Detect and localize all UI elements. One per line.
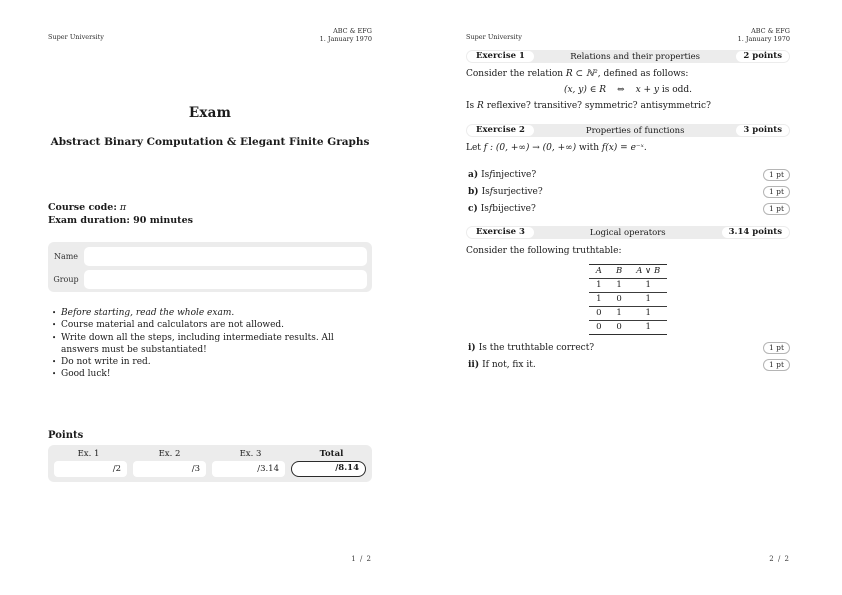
points-col-header: Ex. 1 bbox=[77, 449, 100, 459]
points-heading: Points bbox=[48, 430, 84, 441]
page1-number: 1 / 2 bbox=[351, 555, 372, 563]
exercise3-header-bar bbox=[466, 226, 790, 239]
truthtable-cell: 1 bbox=[609, 279, 629, 293]
page-title: Exam bbox=[188, 105, 232, 121]
truthtable-cell: 1 bbox=[629, 293, 667, 307]
truthtable-wrap bbox=[466, 264, 790, 335]
points-cell: /3.14 bbox=[212, 461, 285, 477]
table-row bbox=[589, 293, 667, 307]
truthtable-cell: 0 bbox=[596, 322, 602, 332]
exercise2-header-bar bbox=[466, 124, 790, 137]
instructions-list bbox=[52, 308, 372, 382]
group-field-row bbox=[48, 270, 367, 289]
instruction-text: Before starting, read the whole exam. bbox=[61, 308, 235, 318]
name-field-row bbox=[48, 247, 367, 266]
table-row bbox=[589, 307, 667, 321]
exercise1-question: Is R reflexive? transitive? symmetric? antisymmetric? bbox=[466, 101, 711, 111]
exam-meta bbox=[48, 201, 193, 227]
point-badge: 1 pt bbox=[763, 203, 790, 215]
name-field-label: Name bbox=[53, 252, 79, 261]
point-badge: 1 pt bbox=[763, 169, 790, 181]
page-subtitle: Abstract Binary Computation & Elegant Finite Graphs bbox=[50, 136, 370, 148]
truthtable-header: B bbox=[609, 265, 629, 279]
truthtable-cell: 0 bbox=[589, 307, 609, 321]
instruction-text: Write down all the steps, including intermediate results. All answers must be substantiated! bbox=[61, 332, 334, 355]
bullet-icon: • bbox=[52, 321, 57, 330]
truthtable-cell: 0 bbox=[609, 293, 629, 307]
course-code-line bbox=[48, 201, 193, 214]
exercise2-points-badge: 3 points bbox=[736, 125, 789, 136]
points-table bbox=[48, 445, 372, 482]
truthtable bbox=[589, 264, 667, 335]
exercise1-equation: (x, y) ∈ R ⇔ x + y is odd. bbox=[563, 85, 693, 95]
points-header-row bbox=[48, 448, 372, 460]
bullet-icon: • bbox=[52, 333, 57, 342]
list-item bbox=[52, 333, 372, 357]
course-code-label: Course code: bbox=[48, 202, 117, 213]
truthtable-cell: 1 bbox=[589, 293, 609, 307]
instruction-text: Course material and calculators are not allowed. bbox=[61, 320, 285, 331]
points-col-header: Ex. 2 bbox=[158, 449, 181, 459]
exercise2-title: Properties of functions bbox=[585, 125, 685, 136]
function-formula: f(x) = e⁻ˣ bbox=[601, 143, 644, 153]
points-col-header-total: Total bbox=[319, 449, 344, 459]
points-cell: /2 bbox=[54, 461, 127, 477]
truthtable-cell: 1 bbox=[589, 279, 609, 293]
page1-header-right bbox=[212, 27, 372, 43]
list-item bbox=[52, 369, 372, 381]
group-field-label: Group bbox=[53, 275, 79, 284]
bullet-icon: • bbox=[52, 309, 57, 317]
page1-header-institution: Super University bbox=[48, 33, 104, 41]
exercise3-label: Exercise 3 bbox=[467, 227, 534, 238]
instruction-text: Good luck! bbox=[61, 369, 111, 380]
table-row bbox=[589, 279, 667, 293]
truthtable-cell: 0 bbox=[616, 322, 622, 332]
exercise2-item-b: b) Is f surjective? 1 pt bbox=[468, 186, 790, 198]
name-input[interactable] bbox=[84, 247, 367, 266]
exercise2-item-a: a) Is f injective? 1 pt bbox=[468, 169, 790, 181]
exercise2-item-c: c) Is f bijective? 1 pt bbox=[468, 203, 790, 215]
student-fields-panel bbox=[48, 242, 372, 292]
truthtable-cell: 1 bbox=[609, 307, 629, 321]
exercise3-intro: Consider the following truthtable: bbox=[466, 246, 622, 256]
exercise1-intro: Consider the relation R ⊂ ℕ², defined as follows: bbox=[466, 69, 689, 79]
truthtable-header: A ∨ B bbox=[629, 265, 667, 279]
page1-header-date: 1. January 1970 bbox=[319, 35, 372, 43]
exercise1-title: Relations and their properties bbox=[570, 51, 701, 62]
truthtable-cell: 1 bbox=[629, 279, 667, 293]
exercise3-item-i: i) Is the truthtable correct? 1 pt bbox=[468, 342, 790, 354]
page2-number: 2 / 2 bbox=[769, 555, 790, 563]
exercise1-points-badge: 2 points bbox=[736, 51, 789, 62]
list-item bbox=[52, 320, 372, 332]
truthtable-header-row bbox=[589, 265, 667, 279]
points-cell: /3 bbox=[133, 461, 206, 477]
truthtable-header: A bbox=[589, 265, 609, 279]
page2-header-right bbox=[630, 27, 790, 43]
page2-header-date: 1. January 1970 bbox=[737, 35, 790, 43]
truthtable-cell: 1 bbox=[629, 307, 667, 321]
function-definition: f : (0, +∞) → (0, +∞) bbox=[483, 143, 577, 153]
iff-arrow: ⇔ bbox=[617, 85, 625, 95]
page2-header-course: ABC & EFG bbox=[751, 27, 790, 35]
exercise1-header-bar bbox=[466, 50, 790, 63]
point-badge: 1 pt bbox=[763, 359, 790, 371]
truthtable-cell: 1 bbox=[645, 322, 651, 332]
duration-line: Exam duration: 90 minutes bbox=[48, 215, 193, 226]
points-cell-total: /8.14 bbox=[291, 461, 366, 477]
point-badge: 1 pt bbox=[763, 186, 790, 198]
page1-header-course: ABC & EFG bbox=[333, 27, 372, 35]
point-badge: 1 pt bbox=[763, 342, 790, 354]
exercise3-title: Logical operators bbox=[589, 227, 666, 238]
exercise2-label: Exercise 2 bbox=[467, 125, 534, 136]
points-col-header: Ex. 3 bbox=[239, 449, 262, 459]
exercise3-points-badge: 3.14 points bbox=[722, 227, 789, 238]
group-input[interactable] bbox=[84, 270, 367, 289]
list-item bbox=[52, 308, 372, 320]
instruction-text: Do not write in red. bbox=[61, 356, 151, 367]
bullet-icon: • bbox=[52, 357, 57, 366]
course-code-value: π bbox=[119, 202, 127, 213]
page2-header-institution: Super University bbox=[466, 33, 522, 41]
exercise1-label: Exercise 1 bbox=[467, 51, 534, 62]
exercise3-item-ii: ii) If not, fix it. 1 pt bbox=[468, 359, 790, 371]
exercise2-intro: Let f : (0, +∞) → (0, +∞) with f(x) = e⁻ˣ. bbox=[466, 143, 647, 153]
table-row bbox=[589, 321, 667, 335]
bullet-icon: • bbox=[52, 370, 57, 379]
relation-definition: R ⊂ ℕ² bbox=[565, 69, 598, 79]
points-value-row bbox=[48, 460, 372, 477]
list-item bbox=[52, 357, 372, 369]
